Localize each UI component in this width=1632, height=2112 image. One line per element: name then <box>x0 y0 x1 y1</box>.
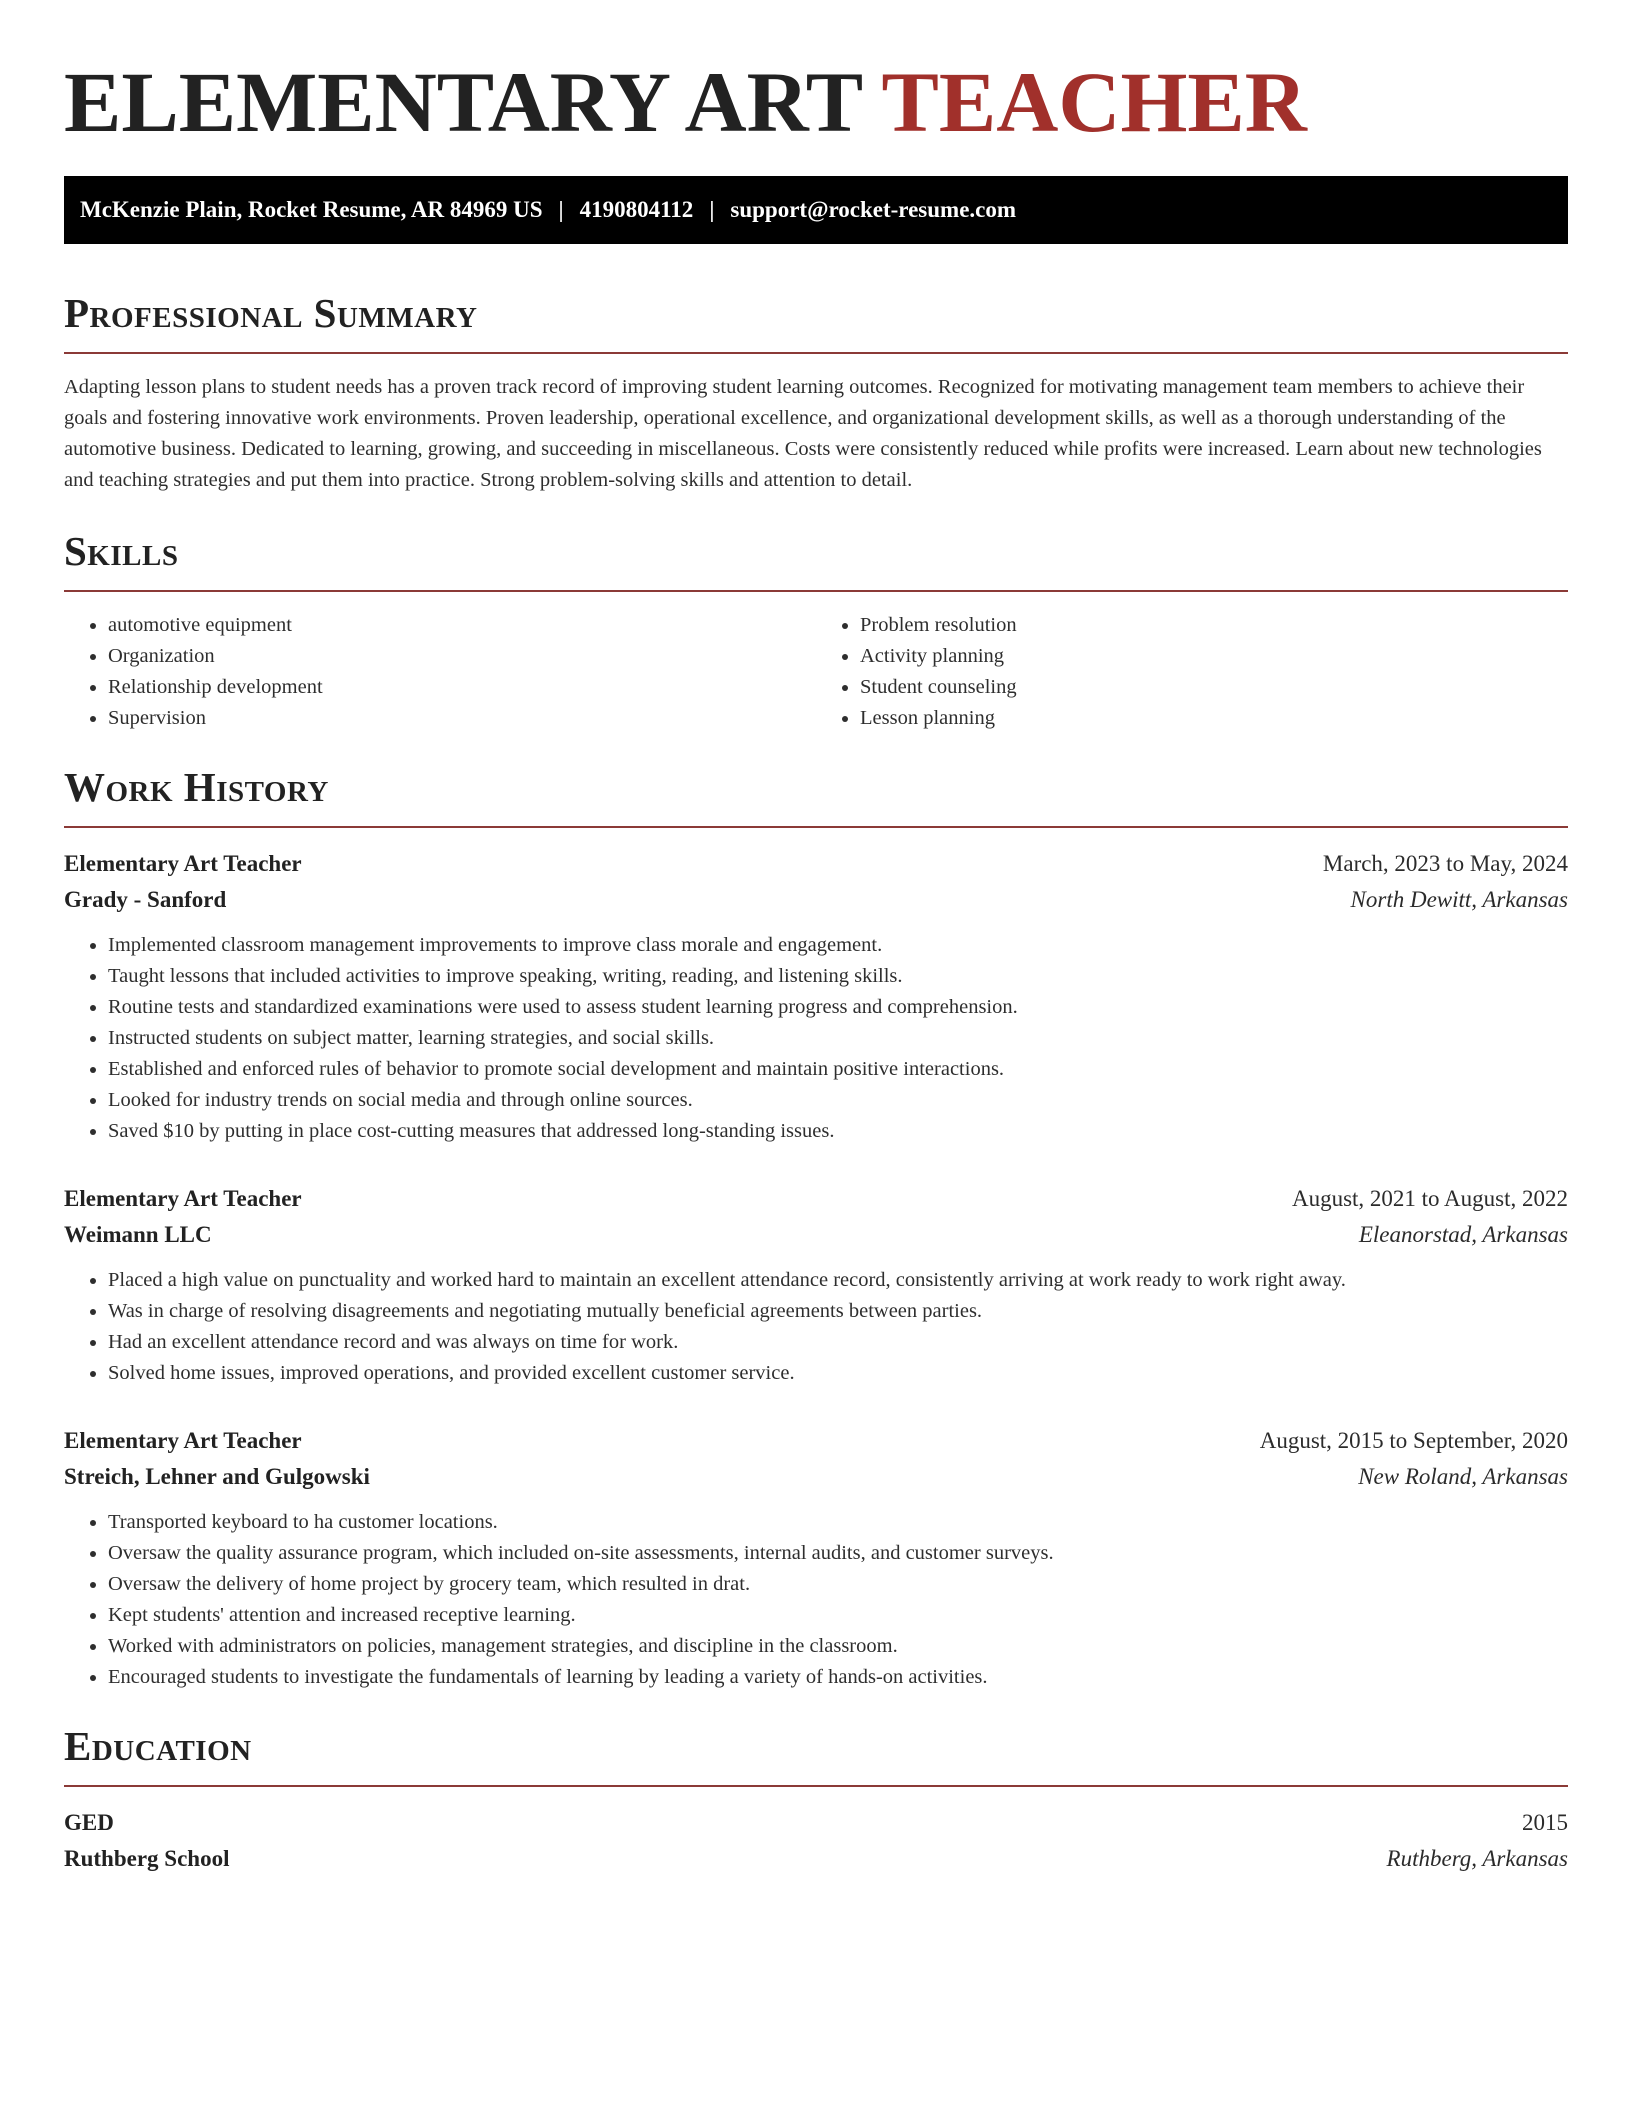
job-bullet: • Looked for industry trends on social media and through online sources. <box>108 1085 1568 1116</box>
resume-title <box>64 0 1568 152</box>
education-location: Ruthberg, Arkansas <box>1386 1846 1568 1871</box>
skills-column-left <box>64 610 816 734</box>
skills-heading: Skills <box>64 528 179 574</box>
job-bullet: • Oversaw the delivery of home project by grocery team, which resulted in drat. <box>108 1569 1568 1600</box>
contact-email: support@rocket-resume.com <box>730 197 1017 222</box>
skill-item: • Relationship development <box>108 672 816 703</box>
job-bullet: • Had an excellent attendance record and was always on time for work. <box>108 1327 1568 1358</box>
job-location: North Dewitt, Arkansas <box>1350 887 1568 912</box>
skill-item: • Supervision <box>108 703 816 734</box>
summary-heading: Professional Summary <box>64 290 478 336</box>
job-title: Elementary Art Teacher <box>64 1428 302 1453</box>
job-bullet: • Worked with administrators on policies, management strategies, and discipline in the classroom. <box>108 1631 1568 1662</box>
job-company: Grady - Sanford <box>64 887 227 912</box>
job-bullet: • Solved home issues, improved operations, and provided excellent customer service. <box>108 1358 1568 1389</box>
job-bullet: • Kept students' attention and increased receptive learning. <box>108 1600 1568 1631</box>
skill-item: • Lesson planning <box>860 703 1568 734</box>
job-bullet: • Was in charge of resolving disagreements and negotiating mutually beneficial agreements between parties. <box>108 1296 1568 1327</box>
contact-address: McKenzie Plain, Rocket Resume, AR 84969 US <box>80 197 543 222</box>
job-bullet: • Encouraged students to investigate the fundamentals of learning by leading a variety of hands-on activities. <box>108 1662 1568 1693</box>
contact-phone: 4190804112 <box>579 197 694 222</box>
section-divider <box>64 590 1568 592</box>
skill-item: • automotive equipment <box>108 610 816 641</box>
job-location: New Roland, Arkansas <box>1358 1464 1568 1489</box>
job-bullet: • Taught lessons that included activities to improve speaking, writing, reading, and listening skills. <box>108 961 1568 992</box>
job-entry <box>64 1423 1568 1693</box>
job-bullets <box>64 1507 1568 1693</box>
skill-item: • Organization <box>108 641 816 672</box>
contact-separator: | <box>558 197 564 222</box>
job-bullet: • Routine tests and standardized examinations were used to assess student learning progress and comprehension. <box>108 992 1568 1023</box>
job-title: Elementary Art Teacher <box>64 1186 302 1211</box>
contact-separator: | <box>709 197 715 222</box>
job-dates: August, 2021 to August, 2022 <box>1291 1186 1568 1211</box>
title-accent: TEACHER <box>881 54 1307 150</box>
section-divider <box>64 826 1568 828</box>
section-divider <box>64 352 1568 354</box>
job-bullets <box>64 930 1568 1147</box>
summary-text: Adapting lesson plans to student needs has a proven track record of improving student learning outcomes. Recognized for motivating management team members to achieve their goals and fostering innovative work environments. Proven leadership, operational excellence, and organizational development skills, as well as a thorough understanding of the automotive business. Dedicated to learning, growing, and succeeding in miscellaneous. Costs were consistently reduced while profits were increased. Learn about new technologies and teaching strategies and put them into practice. Strong problem-solving skills and attention to detail. <box>64 376 1542 491</box>
job-company: Streich, Lehner and Gulgowski <box>64 1464 370 1489</box>
skill-item: • Problem resolution <box>860 610 1568 641</box>
education-degree: GED <box>64 1810 114 1835</box>
education-entry <box>64 1805 1568 1877</box>
job-bullet: • Implemented classroom management improvements to improve class morale and engagement. <box>108 930 1568 961</box>
job-bullet: • Established and enforced rules of behavior to promote social development and maintain positive interactions. <box>108 1054 1568 1085</box>
job-bullet: • Saved $10 by putting in place cost-cutting measures that addressed long-standing issues. <box>108 1116 1568 1147</box>
job-location: Eleanorstad, Arkansas <box>1358 1222 1568 1247</box>
skills-column-right <box>816 610 1568 734</box>
title-main: ELEMENTARY ART <box>64 54 862 150</box>
job-bullet: • Transported keyboard to ha customer locations. <box>108 1507 1568 1538</box>
job-bullet: • Placed a high value on punctuality and worked hard to maintain an excellent attendance record, consistently arriving at work ready to work right away. <box>108 1265 1568 1296</box>
job-dates: August, 2015 to September, 2020 <box>1259 1428 1568 1453</box>
job-entry <box>64 1181 1568 1389</box>
education-heading: Education <box>64 1723 252 1769</box>
skill-item: • Student counseling <box>860 672 1568 703</box>
job-bullet: • Oversaw the quality assurance program, which included on-site assessments, internal audits, and customer surveys. <box>108 1538 1568 1569</box>
education-year: 2015 <box>1522 1810 1568 1835</box>
job-title: Elementary Art Teacher <box>64 851 302 876</box>
work-heading: Work History <box>64 764 329 810</box>
job-bullets <box>64 1265 1568 1389</box>
section-divider <box>64 1785 1568 1787</box>
skills-list <box>64 610 1568 734</box>
skill-item: • Activity planning <box>860 641 1568 672</box>
education-school: Ruthberg School <box>64 1846 230 1871</box>
job-dates: March, 2023 to May, 2024 <box>1322 851 1568 876</box>
job-entry <box>64 846 1568 1147</box>
job-company: Weimann LLC <box>64 1222 212 1247</box>
contact-bar <box>64 176 1568 244</box>
job-bullet: • Instructed students on subject matter, learning strategies, and social skills. <box>108 1023 1568 1054</box>
